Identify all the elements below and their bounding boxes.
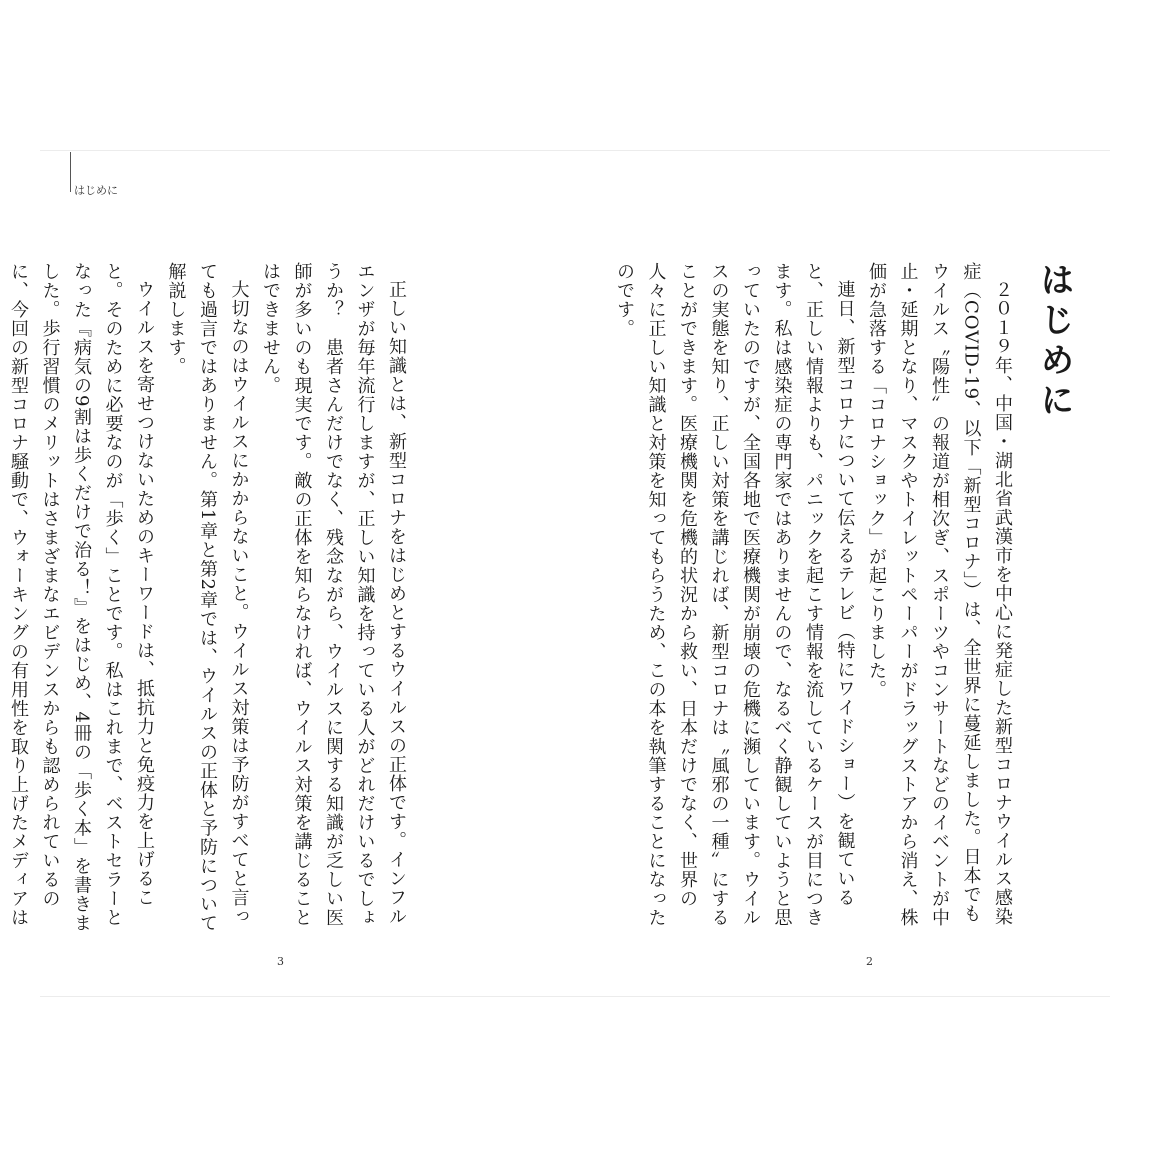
paragraph: ウイルスを寄せつけないためのキーワードは、抵抗力と免疫力を上げること。そのために必要なのが「歩く」ことです。私はこれまで、ベストセラーとなった『病気の9割は歩くだけで治る！』をはじめ、4冊の「歩く本」を書きました。歩行習慣のメリットはさまざまなエビデンスからも認められているのに、今回の新型コロナ騒動で、ウォーキングの有用性を取り上げたメディアは — [8, 262, 155, 933]
page-number-left: 3 — [277, 955, 284, 968]
left-page-body — [8, 262, 412, 942]
running-head: はじめに — [74, 184, 118, 197]
right-page-body — [614, 262, 1018, 942]
running-head-rule — [70, 152, 71, 192]
paragraph: ２０１９年、中国・湖北省武漢市を中心に発症した新型コロナウイルス感染症（COVID-19、以下「新型コロナ」）は、全世界に蔓延しました。日本でもウイルス〝陽性〟の報道が相次ぎ、スポーツやコンサートなどのイベントが中止・延期となり、マスクやトイレットペーパーがドラッグストアから消え、株価が急落する「コロナショック」が起こりました。 — [866, 262, 1013, 927]
page-number-right: 2 — [866, 955, 873, 968]
paragraph: 大切なのはウイルスにかからないこと。ウイルス対策は予防がすべてと言っても過言ではありません。第1章と第2章では、ウイルスの正体と予防について解説します。 — [165, 262, 250, 933]
paragraph: 正しい知識とは、新型コロナをはじめとするウイルスの正体です。インフルエンザが毎年流行しますが、正しい知識を持っている人がどれだけいるでしょうか？ 患者さんだけでなく、残念ながら、ウイルスに関する知識が乏しい医師が多いのも現実です。敵の正体を知らなければ、ウイルス対策を講じることはできません。 — [260, 262, 407, 927]
paragraph: 連日、新型コロナについて伝えるテレビ（特にワイドショー）を観ていると、正しい情報よりも、パニックを起こす情報を流しているケースが目につきます。私は感染症の専門家ではありませんので、なるべく静観していようと思っていたのですが、全国各地で医療機関が崩壊の危機に瀕しています。ウイルスの実態を知り、正しい対策を講じれば、新型コロナは〝風邪の一種〟にすることができます。医療機関を危機的状況から救い、日本だけでなく、世界の人々に正しい知識と対策を知ってもらうため、この本を執筆することになったのです。 — [614, 262, 856, 927]
chapter-title: はじめに — [1034, 262, 1074, 422]
